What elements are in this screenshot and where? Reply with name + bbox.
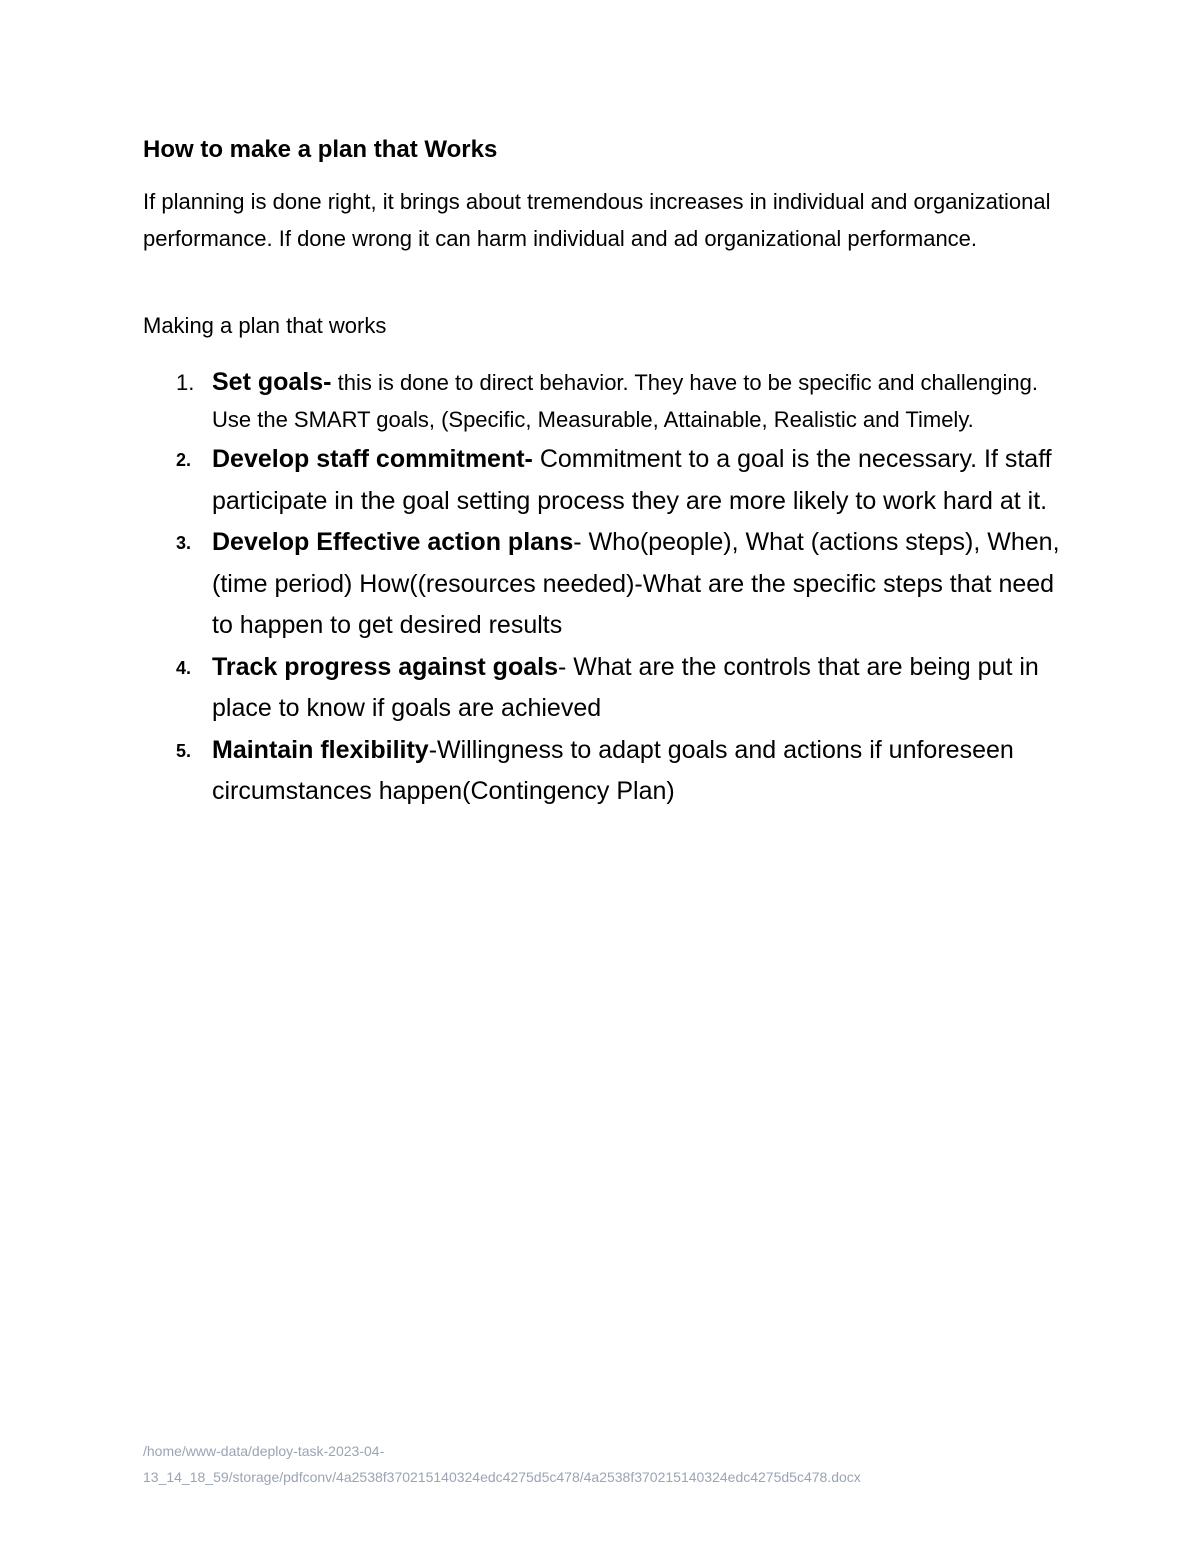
list-item (143, 439, 1073, 522)
list-item-number: 3. (176, 533, 192, 553)
list-item (143, 522, 1073, 647)
section-subheading: Making a plan that works (143, 313, 387, 338)
list-item-title: Develop Effective action plans (212, 528, 574, 556)
document-heading: How to make a plan that Works (143, 136, 498, 163)
list-item (143, 364, 1073, 438)
list-item-text: Commitment to a goal is the necessary. If staff participate in the goal setting process they are more likely to work hard at it. (212, 445, 1052, 515)
list-item-text: -Willingness to adapt goals and actions if unforeseen circumstances happen(Contingency Plan) (212, 735, 1014, 805)
file-path-line: /home/www-data/deploy-task-2023-04- (143, 1443, 385, 1459)
list-item-title: Track progress against goals (212, 652, 558, 681)
list-item-number: 1. (176, 370, 195, 395)
list-item (143, 730, 1073, 813)
list-item (143, 647, 1073, 730)
list-item-title: Set goals- (212, 368, 332, 396)
list-item-text: - What are the controls that are being put in place to know if goals are achieved (212, 652, 1039, 722)
list-item-title: Maintain flexibility (212, 735, 429, 764)
file-path-line: 13_14_18_59/storage/pdfconv/4a2538f370215140324edc4275d5c478/4a2538f370215140324edc4275d5c478.docx (143, 1469, 861, 1485)
intro-paragraph: If planning is done right, it brings about tremendous increases in individual and organizational performance. If done wrong it can harm individual and ad organizational performance. (143, 189, 1051, 251)
list-item-title: Develop staff commitment- (212, 445, 533, 473)
list-item-number: 4. (176, 657, 192, 678)
list-item-text: - Who(people), What (actions steps), When,(time period) How((resources needed)-What are the specific steps that need to happen to get desired results (212, 528, 1060, 639)
list-item-number: 5. (176, 740, 192, 761)
file-path-footer (143, 1438, 1043, 1490)
list-item-number: 2. (176, 450, 192, 470)
list-item-text: this is done to direct behavior. They have to be specific and challenging. Use the SMART goals, (Specific, Measurable, Attainable, Realistic and Timely. (212, 370, 1038, 432)
steps-list (143, 364, 1073, 813)
